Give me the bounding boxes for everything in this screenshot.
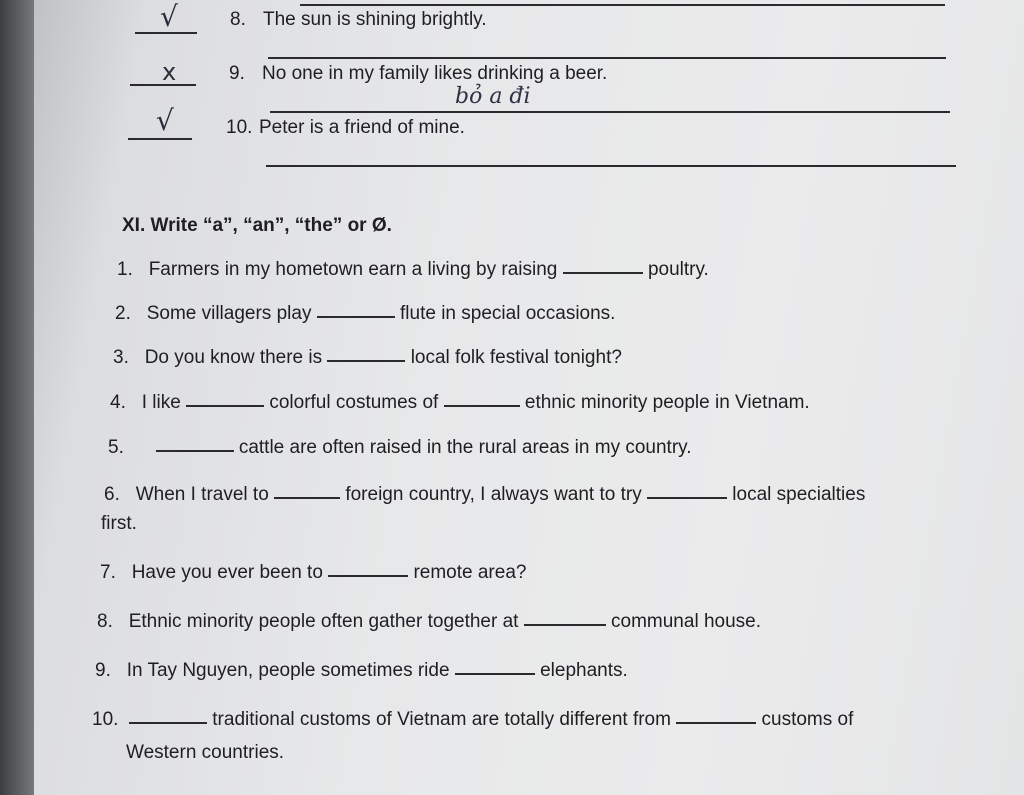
item-text: Ethnic minority people often gather together at	[128, 611, 519, 632]
item-number: 1.	[117, 259, 133, 280]
item-number: 4.	[110, 392, 126, 413]
item-number: 2.	[115, 303, 131, 324]
item-text: Some villagers play	[146, 303, 312, 324]
exercise-item	[113, 347, 622, 369]
item-text: local specialties	[732, 484, 866, 505]
exercise-item	[97, 611, 761, 633]
item-text: Have you ever been to	[131, 562, 323, 583]
answer-blank[interactable]	[524, 623, 606, 626]
item-number: 8.	[97, 611, 113, 632]
item-text: foreign country, I always want to try	[345, 484, 642, 505]
exercise-item	[110, 392, 810, 414]
top-item-text: No one in my family likes drinking a beer.	[262, 63, 608, 84]
exercise-item	[95, 660, 628, 682]
top-item-text: Peter is a friend of mine.	[259, 117, 465, 138]
answer-line	[268, 57, 946, 59]
exercise-item	[115, 303, 615, 325]
item-number: 10.	[92, 709, 119, 730]
answer-line	[266, 165, 956, 167]
answer-line	[270, 111, 950, 113]
item-number: 9.	[95, 660, 111, 681]
answer-blank[interactable]	[676, 721, 756, 724]
item-continuation: first.	[101, 513, 137, 534]
item-text: When I travel to	[135, 484, 269, 505]
exercise-item	[108, 437, 692, 459]
answer-blank[interactable]	[274, 496, 340, 499]
item-text: I like	[141, 392, 181, 413]
item-text: In Tay Nguyen, people sometimes ride	[126, 660, 450, 681]
answer-blank[interactable]	[328, 574, 408, 577]
item-number: 3.	[113, 347, 129, 368]
item-text: traditional customs of Vietnam are totally different from	[212, 709, 671, 730]
check-mark-icon: √	[156, 104, 174, 137]
item-continuation: Western countries.	[126, 742, 285, 763]
top-item-text: The sun is shining brightly.	[263, 9, 487, 30]
answer-line	[300, 4, 945, 6]
top-item-number: 10.	[226, 117, 253, 138]
page-shadow-edge	[0, 0, 34, 795]
item-text: colorful costumes of	[269, 392, 439, 413]
item-text: communal house.	[611, 611, 761, 632]
exercise-item	[92, 709, 853, 731]
item-number: 5.	[108, 437, 124, 458]
item-text: elephants.	[540, 660, 628, 681]
item-number: 7.	[100, 562, 116, 583]
answer-blank[interactable]	[129, 721, 207, 724]
exercise-item	[104, 484, 865, 506]
top-item-number: 9.	[229, 63, 245, 84]
item-text: customs of	[761, 709, 854, 730]
answer-blank[interactable]	[647, 496, 727, 499]
answer-blank[interactable]	[563, 271, 643, 274]
handwritten-correction: bỏ a đi	[455, 84, 531, 109]
mark-line	[128, 138, 192, 140]
item-text: poultry.	[647, 259, 709, 280]
top-item-number: 8.	[230, 9, 246, 30]
item-number: 6.	[104, 484, 120, 505]
item-text: ethnic minority people in Vietnam.	[524, 392, 810, 413]
answer-blank[interactable]	[455, 672, 535, 675]
section-heading: XI. Write “a”, “an”, “the” or Ø.	[122, 215, 392, 236]
item-text: local folk festival tonight?	[410, 347, 622, 368]
exercise-item	[117, 259, 709, 281]
answer-blank[interactable]	[444, 404, 520, 407]
cross-mark-icon: x	[162, 58, 177, 86]
answer-blank[interactable]	[156, 449, 234, 452]
item-text: Do you know there is	[144, 347, 323, 368]
exercise-item	[100, 562, 526, 584]
answer-blank[interactable]	[327, 359, 405, 362]
item-text: Farmers in my hometown earn a living by raising	[148, 259, 558, 280]
item-text: cattle are often raised in the rural areas in my country.	[238, 437, 692, 458]
item-text: remote area?	[413, 562, 527, 583]
item-text: flute in special occasions.	[400, 303, 616, 324]
answer-blank[interactable]	[186, 404, 264, 407]
check-mark-icon: √	[160, 0, 178, 33]
answer-blank[interactable]	[317, 315, 395, 318]
